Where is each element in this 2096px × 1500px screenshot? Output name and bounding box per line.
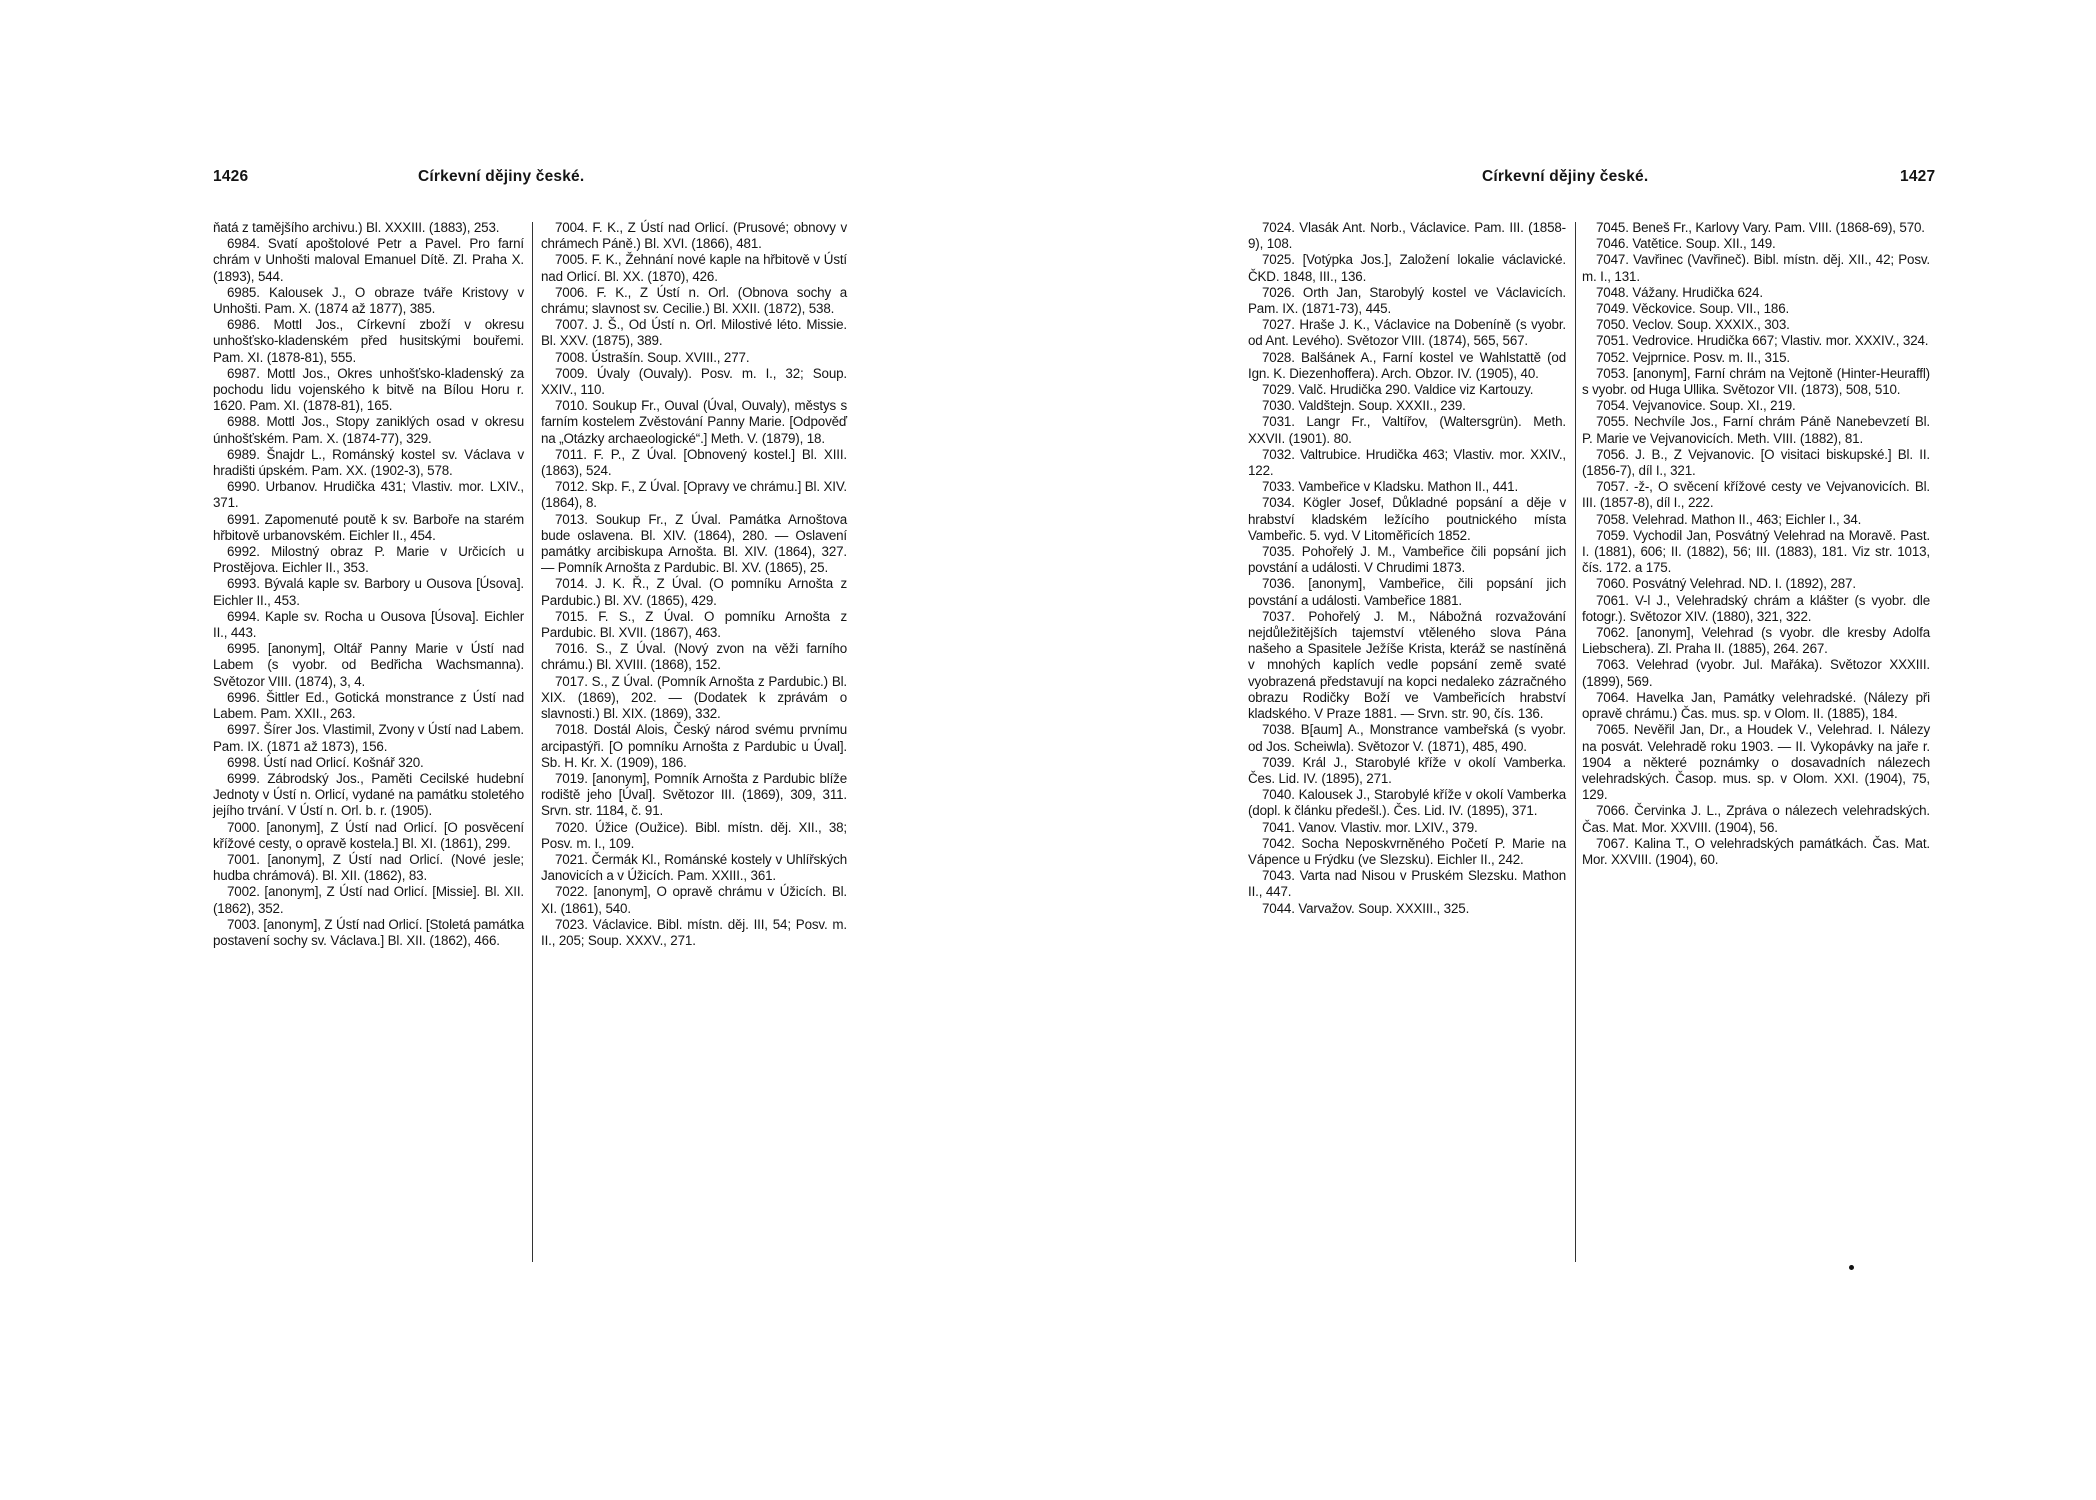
bibliography-entry: 7059. Vychodil Jan, Posvátný Velehrad na Moravě. Past. I. (1881), 606; II. (1882), 56; III. (1883), 181. Viz str. 1013, čís. 172. a 175. bbox=[1582, 527, 1930, 576]
bibliography-entry: 7003. [anonym], Z Ústí nad Orlicí. [Stoletá památka postavení sochy sv. Václava.] Bl. XII. (1862), 466. bbox=[213, 916, 524, 948]
bibliography-entry: 7013. Soukup Fr., Z Úval. Památka Arnoštova bude oslavena. Bl. XIV. (1864), 280. — Oslavení památky arcibiskupa Arnošta. Bl. XIV. (1864), 327. — Pomník Arnošta z Pardubic. Bl. XV. (1865), 25. bbox=[541, 511, 847, 576]
bibliography-entry: 7056. J. B., Z Vejvanovic. [O visitaci biskupské.] Bl. II. (1856-7), díl I., 321. bbox=[1582, 446, 1930, 479]
bibliography-entry: 7061. V-l J., Velehradský chrám a klášter (s vyobr. dle fotogr.). Světozor XIV. (1880), 321, 322. bbox=[1582, 592, 1930, 624]
bibliography-entry: 7005. F. K., Žehnání nové kaple na hřbitově v Ústí nad Orlicí. Bl. XX. (1870), 426. bbox=[541, 252, 847, 284]
bibliography-entry: 6989. Šnajdr L., Románský kostel sv. Václava v hradišti úpském. Pam. XX. (1902-3), 578. bbox=[213, 446, 524, 479]
bibliography-entry: 7037. Pohořelý J. M., Nábožná rozvažování nejdůležitějších tajemství vtěleného slova Pána našeho a Spasitele Ježíše Krista, kteráž se nastíněná v mnohých kaplích vedle popsání země svaté vyobrazená představují na kopci nedaleko zázračného obrazu Rodičky Boží ve Vambeřicích hrabství kladského. V Praze 1881. — Srvn. str. 90, čís. 136. bbox=[1248, 608, 1566, 722]
bibliography-entry: 7018. Dostál Alois, Český národ svému prvnímu arcipastýři. [O pomníku Arnošta z Pardubic u Úval]. Sb. H. Kr. X. (1909), 186. bbox=[541, 722, 847, 770]
bibliography-entry: 7066. Červinka J. L., Zpráva o nálezech velehradských. Čas. Mat. Mor. XXVIII. (1904), 56. bbox=[1582, 803, 1930, 835]
bibliography-entry: 7006. F. K., Z Ústí n. Orl. (Obnova sochy a chrámu; slavnost sv. Cecilie.) Bl. XXII. (1872), 538. bbox=[541, 284, 847, 317]
running-head: Církevní dějiny české. bbox=[418, 168, 585, 185]
bibliography-entry: 7009. Úvaly (Ouvaly). Posv. m. I., 32; Soup. XXIV., 110. bbox=[541, 365, 847, 398]
bibliography-entry: 7029. Valč. Hrudička 290. Valdice viz Kartouzy. bbox=[1262, 382, 1534, 398]
bibliography-entry: 7022. [anonym], O opravě chrámu v Úžicích. Bl. XI. (1861), 540. bbox=[541, 884, 847, 916]
bibliography-entry: 7058. Velehrad. Mathon II., 463; Eichler I., 34. bbox=[1596, 511, 1862, 527]
bibliography-entry: 6990. Urbanov. Hrudička 431; Vlastiv. mor. LXIV., 371. bbox=[213, 479, 524, 511]
bibliography-entry: 6985. Kalousek J., O obraze tváře Kristovy v Unhošti. Pam. X. (1874 až 1877), 385. bbox=[213, 284, 524, 317]
bibliography-entry: 7024. Vlasák Ant. Norb., Václavice. Pam. III. (1858-9), 108. bbox=[1248, 220, 1566, 252]
bibliography-entry: 7021. Čermák Kl., Románské kostely v Uhlířských Janovicích a v Úžicích. Pam. XXIII., 361. bbox=[541, 851, 847, 884]
bibliography-entry: 6984. Svatí apoštolové Petr a Pavel. Pro farní chrám v Unhošti maloval Emanuel Dítě. Zl. Praha X. (1893), 544. bbox=[213, 236, 524, 284]
bibliography-entry: 7012. Skp. F., Z Úval. [Opravy ve chrámu.] Bl. XIV. (1864), 8. bbox=[541, 479, 847, 511]
bibliography-entry: 7010. Soukup Fr., Ouval (Úval, Ouvaly), městys s farním kostelem Zvěstování Panny Marie. [Odpověď na „Otázky archaeologické“.] Meth. V. (1879), 18. bbox=[541, 398, 847, 446]
bibliography-entry: 7031. Langr Fr., Valtířov, (Waltersgrün). Meth. XXVII. (1901). 80. bbox=[1248, 414, 1566, 446]
bibliography-entry: 6992. Milostný obraz P. Marie v Určicích u Prostějova. Eichler II., 353. bbox=[213, 544, 524, 576]
bibliography-entry: 7038. B[aum] A., Monstrance vambeřská (s vyobr. od Jos. Scheiwla). Světozor V. (1871), 485, 490. bbox=[1248, 722, 1566, 754]
bibliography-entry: 7048. Vážany. Hrudička 624. bbox=[1596, 284, 1763, 300]
bibliography-entry: 7008. Ústrašín. Soup. XVIII., 277. bbox=[555, 349, 750, 365]
bibliography-entry: 7046. Vatětice. Soup. XII., 149. bbox=[1596, 236, 1776, 252]
bibliography-entry: 6986. Mottl Jos., Církevní zboží v okresu unhošťsko-kladenském před husitskými bouřemi. Pam. XI. (1878-81), 555. bbox=[213, 317, 524, 365]
bibliography-entry: 7042. Socha Neposkvrněného Početí P. Marie na Vápence u Frýdku (ve Slezsku). Eichler II., 242. bbox=[1248, 835, 1566, 867]
bibliography-entry: 7025. [Votýpka Jos.], Založení lokalie václavické. ČKD. 1848, III., 136. bbox=[1248, 252, 1566, 284]
bibliography-entry: 7060. Posvátný Velehrad. ND. I. (1892), 287. bbox=[1596, 576, 1856, 592]
bibliography-entry: 7007. J. Š., Od Ústí n. Orl. Milostivé léto. Missie. Bl. XXV. (1875), 389. bbox=[541, 317, 847, 349]
bibliography-entry: 7014. J. K. Ř., Z Úval. (O pomníku Arnošta z Pardubic.) Bl. XV. (1865), 429. bbox=[541, 576, 847, 608]
right-page bbox=[1048, 0, 2096, 1500]
bibliography-entry: 7019. [anonym], Pomník Arnošta z Pardubic blíže rodiště jeho [Úval]. Světozor III. (1869), 309, 311. Srvn. str. 1184, č. 91. bbox=[541, 770, 847, 819]
bibliography-entry: 7041. Vanov. Vlastiv. mor. LXIV., 379. bbox=[1262, 819, 1478, 835]
bibliography-entry: 7062. [anonym], Velehrad (s vyobr. dle kresby Adolfa Liebschera). Zl. Praha II. (1885), 264. 267. bbox=[1582, 625, 1930, 657]
bibliography-entry: 7040. Kalousek J., Starobylé kříže v okolí Vamberka (dopl. k článku předešl.). Čes. Lid. IV. (1895), 371. bbox=[1248, 787, 1566, 819]
bibliography-entry: 7016. S., Z Úval. (Nový zvon na věži farního chrámu.) Bl. XVIII. (1868), 152. bbox=[541, 641, 847, 673]
bibliography-entry: 7015. F. S., Z Úval. O pomníku Arnošta z Pardubic. Bl. XVII. (1867), 463. bbox=[541, 608, 847, 641]
right-column-1 bbox=[1248, 220, 1566, 917]
bibliography-entry: 7052. Vejprnice. Posv. m. II., 315. bbox=[1596, 349, 1790, 365]
bibliography-entry: 7053. [anonym], Farní chrám na Vejtoně (Hinter-Heuraffl) s vyobr. od Huga Ullika. Světozor VII. (1873), 508, 510. bbox=[1582, 365, 1930, 398]
bibliography-entry: 7039. Král J., Starobylé kříže v okolí Vamberka. Čes. Lid. IV. (1895), 271. bbox=[1248, 754, 1566, 786]
bibliography-entry: 6994. Kaple sv. Rocha u Ousova [Úsova]. Eichler II., 443. bbox=[213, 608, 524, 641]
bibliography-entry: 6987. Mottl Jos., Okres unhošťsko-kladenský za pochodu lidu vojenského k bitvě na Bílou Horu r. 1620. Pam. XI. (1878-81), 165. bbox=[213, 365, 524, 414]
bibliography-entry: 7054. Vejvanovice. Soup. XI., 219. bbox=[1596, 398, 1796, 414]
bibliography-entry: 7064. Havelka Jan, Památky velehradské. (Nálezy při opravě chrámu.) Čas. mus. sp. v Olom. II. (1885), 184. bbox=[1582, 689, 1930, 722]
left-column-2 bbox=[541, 220, 847, 949]
bibliography-entry: 6997. Šírer Jos. Vlastimil, Zvony v Ústí nad Labem. Pam. IX. (1871 až 1873), 156. bbox=[213, 722, 524, 754]
bibliography-entry: 6998. Ústí nad Orlicí. Košnář 320. bbox=[227, 754, 424, 770]
bibliography-entry: 7055. Nechvíle Jos., Farní chrám Páně Nanebevzetí Bl. P. Marie ve Vejvanovicích. Meth. VIII. (1882), 81. bbox=[1582, 414, 1930, 446]
bibliography-entry: 6999. Zábrodský Jos., Paměti Cecilské hudební Jednoty v Ústí n. Orlicí, vydané na památku stoletého jejího trvání. V Ústí n. Orl. b. r. (1905). bbox=[213, 770, 524, 819]
bibliography-entry: 6995. [anonym], Oltář Panny Marie v Ústí nad Labem (s vyobr. od Bedřicha Wachsmanna). Světozor VIII. (1874), 3, 4. bbox=[213, 641, 524, 689]
bibliography-entry: 7035. Pohořelý J. M., Vambeřice čili popsání jich povstání a události. V Chrudimi 1873. bbox=[1248, 544, 1566, 576]
bibliography-entry: 7045. Beneš Fr., Karlovy Vary. Pam. VIII. (1868-69), 570. bbox=[1596, 220, 1925, 235]
bibliography-entry: 7047. Vavřinec (Vavřineč). Bibl. místn. děj. XII., 42; Posv. m. I., 131. bbox=[1582, 252, 1930, 284]
bibliography-entry: 7044. Varvažov. Soup. XXXIII., 325. bbox=[1262, 900, 1470, 916]
bibliography-entry: 7050. Veclov. Soup. XXXIX., 303. bbox=[1596, 317, 1790, 333]
bibliography-entry: 7017. S., Z Úval. (Pomník Arnošta z Pardubic.) Bl. XIX. (1869), 202. — (Dodatek k zprávám o slavnosti.) Bl. XIX. (1869), 332. bbox=[541, 673, 847, 722]
bibliography-entry: 7001. [anonym], Z Ústí nad Orlicí. (Nové jesle; hudba chrámová). Bl. XII. (1862), 83. bbox=[213, 851, 524, 884]
bibliography-entry: 7033. Vambeřice v Kladsku. Mathon II., 441. bbox=[1262, 479, 1519, 495]
page-number: 1426 bbox=[213, 168, 249, 185]
bibliography-entry: 7028. Balšánek A., Farní kostel ve Wahlstattě (od Ign. K. Diezenhoffera). Arch. Obzor. IV. (1905), 40. bbox=[1248, 349, 1566, 381]
bibliography-entry: 7049. Věckovice. Soup. VII., 186. bbox=[1596, 301, 1790, 317]
bibliography-entry: 7000. [anonym], Z Ústí nad Orlicí. [O posvěcení křížové cesty, o opravě kostela.] Bl. XI. (1861), 299. bbox=[213, 819, 524, 851]
bibliography-entry: 7034. Kögler Josef, Důkladné popsání a děje v hrabství kladském ležícího poutnického místa Vambeřic. 5. vyd. V Litoměřicích 1852. bbox=[1248, 495, 1566, 543]
end-mark bbox=[1849, 1265, 1854, 1270]
bibliography-entry: ňatá z tamějšího archivu.) Bl. XXXIII. (1883), 253. bbox=[213, 220, 500, 235]
bibliography-entry: 7067. Kalina T., O velehradských památkách. Čas. Mat. Mor. XXVIII. (1904), 60. bbox=[1582, 835, 1930, 867]
left-column-1 bbox=[213, 220, 524, 949]
bibliography-entry: 7065. Nevěřil Jan, Dr., a Houdek V., Velehrad. I. Nálezy na posvát. Velehradě roku 1903. — II. Vykopávky na jaře r. 1904 a některé poznámky o dosavadních nálezech velehradských. Časop. mus. sp. v Olom. XXI. (1904), 75, 129. bbox=[1582, 722, 1930, 803]
bibliography-entry: 7011. F. P., Z Úval. [Obnovený kostel.] Bl. XIII. (1863), 524. bbox=[541, 446, 847, 479]
bibliography-entry: 7023. Václavice. Bibl. místn. děj. III, 54; Posv. m. II., 205; Soup. XXXV., 271. bbox=[541, 916, 847, 948]
column-rule bbox=[1575, 222, 1576, 1262]
bibliography-entry: 7026. Orth Jan, Starobylý kostel ve Václavicích. Pam. IX. (1871-73), 445. bbox=[1248, 284, 1566, 317]
bibliography-entry: 7004. F. K., Z Ústí nad Orlicí. (Prusové; obnovy v chrámech Páně.) Bl. XVI. (1866), 481. bbox=[541, 220, 847, 252]
bibliography-entry: 6993. Bývalá kaple sv. Barbory u Ousova [Úsova]. Eichler II., 453. bbox=[213, 576, 524, 608]
bibliography-entry: 7027. Hraše J. K., Václavice na Dobeníně (s vyobr. od Ant. Levého). Světozor VIII. (1874), 565, 567. bbox=[1248, 317, 1566, 349]
bibliography-entry: 7057. -ž-, O svěcení křížové cesty ve Vejvanovicích. Bl. III. (1857-8), díl I., 222. bbox=[1582, 479, 1930, 511]
bibliography-entry: 6988. Mottl Jos., Stopy zaniklých osad v okresu únhošťském. Pam. X. (1874-77), 329. bbox=[213, 414, 524, 446]
bibliography-entry: 7002. [anonym], Z Ústí nad Orlicí. [Missie]. Bl. XII. (1862), 352. bbox=[213, 884, 524, 916]
bibliography-entry: 7036. [anonym], Vambeřice, čili popsání jich povstání a události. Vambeřice 1881. bbox=[1248, 576, 1566, 608]
bibliography-entry: 6991. Zapomenuté poutě k sv. Barboře na starém hřbitově urbanovském. Eichler II., 454. bbox=[213, 511, 524, 543]
bibliography-entry: 7043. Varta nad Nisou v Pruském Slezsku. Mathon II., 447. bbox=[1248, 868, 1566, 900]
bibliography-entry: 7051. Vedrovice. Hrudička 667; Vlastiv. mor. XXXIV., 324. bbox=[1596, 333, 1929, 349]
right-column-2 bbox=[1582, 220, 1930, 868]
page-number: 1427 bbox=[1900, 168, 1936, 185]
bibliography-entry: 7020. Úžice (Oužice). Bibl. místn. děj. XII., 38; Posv. m. I., 109. bbox=[541, 819, 847, 851]
bibliography-entry: 7032. Valtrubice. Hrudička 463; Vlastiv. mor. XXIV., 122. bbox=[1248, 446, 1566, 479]
column-rule bbox=[532, 222, 533, 1262]
running-head: Církevní dějiny české. bbox=[1482, 168, 1649, 185]
bibliography-entry: 7063. Velehrad (vyobr. Jul. Mařáka). Světozor XXXIII. (1899), 569. bbox=[1582, 657, 1930, 689]
bibliography-entry: 7030. Valdštejn. Soup. XXXII., 239. bbox=[1262, 398, 1466, 414]
bibliography-entry: 6996. Šittler Ed., Gotická monstrance z Ústí nad Labem. Pam. XXII., 263. bbox=[213, 689, 524, 722]
